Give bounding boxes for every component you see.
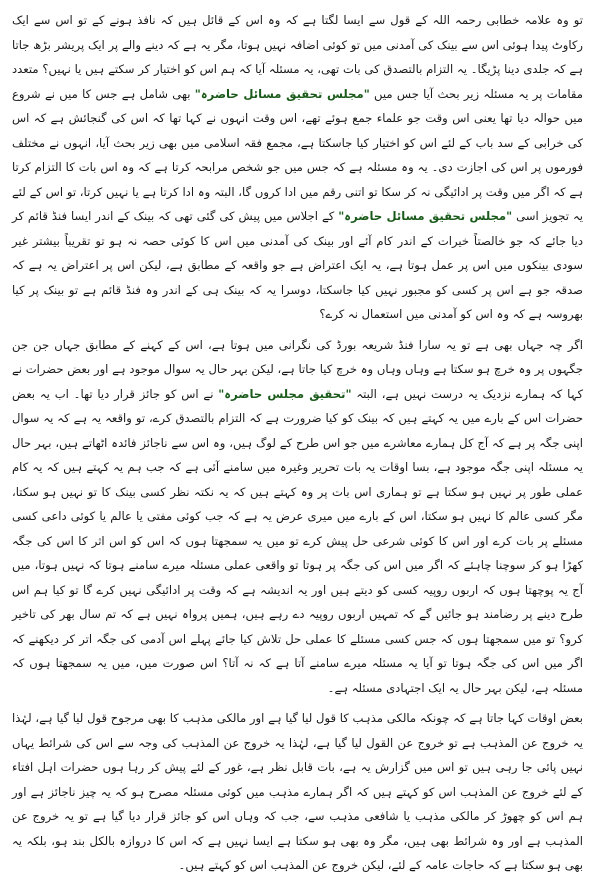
highlighted-reference: "مجلس تحقیق مسائل حاضرہ" <box>338 209 513 223</box>
paragraph <box>12 706 583 878</box>
paragraph-text: کے اجلاس میں پیش کی گئی تھی کہ بینک کے اندر ایسا فنڈ قائم کر دیا جائے کہ جو خالصتاً خیرات کے اندر کام آئے اور بینک کی آمدنی میں اس کا کوئی حصہ نہ ہو تو تقریباً بیشتر غیر سودی بینکوں میں اس پر عمل ہوتا ہے، یہ ایک اعتراض ہے جو واقعہ کے مطابق ہے، لیکن اس پر اعتراض یہ ہے کہ صدقہ جو ہے اس پر کسی کو مجبور نہیں کیا جاسکتا، دوسرا یہ کہ بینک ہی کے اندر وہ فنڈ قائم ہے تو بینک پر کیا بھروسہ ہے کہ وہ اس کو آمدنی میں استعمال نہ کرے؟ <box>12 209 583 321</box>
paragraph <box>12 8 583 327</box>
paragraph-text: نے اس کو جائز قرار دیا تھا۔ اب یہ بعض حضرات اس کے بارے میں یہ کہتے ہیں کہ بینک کو کیا ضرورت ہے کہ التزام بالتصدق کرے، تو واقعہ یہ ہے کہ یہ سوال اپنی جگہ پر ہے کہ آج کل ہمارے معاشرے میں جو اس طرح کے لوگ ہیں، وہ اس سے ناجائز فائدہ اٹھاتے ہیں، بہر حال یہ مسئلہ اپنی جگہ موجود ہے، بسا اوقات یہ بات تحریر وغیرہ میں سامنے آئی ہے کہ جب ہم یہ کہتے ہیں کہ یہ کام عملی طور پر نہیں ہو سکتا ہے تو ہماری اس بات پر وہ کہتے ہیں کہ یہ نکتہ نظر کسی بینک کا تو نہیں ہو سکتا، مگر کسی عالم کا نہیں ہو سکتا، اس کے بارے میں میری عرض یہ ہے کہ جب کوئی مفتی یا عالم یا کوئی داعی کسی مسئلے پر بات کرے اور اس کا کوئی شرعی حل پیش کرے تو میں یہ سمجھتا ہوں کہ اس کو اس اثر کا اس کی جگہ کھڑا ہو کر سوچنا چاہئے کہ اگر میں اس کی جگہ پر ہوتا تو واقعی عملی مسئلہ میرے سامنے ہوتا کہ نہیں ہوتا، میں آج یہ پوچھتا ہوں کہ اربوں روپیہ کسی کو دیتے ہیں اور یہ اندیشہ ہے کہ وقت پر ادائیگی نہیں کرے گا تو کیا ہم اس طرح دینے پر رضامند ہو جائیں گے کہ تمہیں اربوں روپیہ دے رہے ہیں، ہمیں پرواہ نہیں ہے کہ تم سال بھر کی تاخیر کرو؟ تو میں سمجھتا ہوں کہ جس کسی مسئلے کا عملی حل تلاش کیا جائے پہلے اس آدمی کی جگہ اتر کر دیکھنے کہ اگر میں اس کی جگہ ہوتا تو آیا یہ مسئلہ میرے سامنے آتا ہے کہ نہ آتا؟ اس صورت میں، میں یہ سمجھتا ہوں کہ مسئلہ ہے، لیکن بہر حال یہ ایک اجتہادی مسئلہ ہے۔ <box>12 386 583 695</box>
highlighted-reference: "مجلس تحقیق مسائل حاضرہ" <box>194 86 370 101</box>
paragraph <box>12 333 583 701</box>
paragraph-text: بھی شامل ہے جس کا میں نے شروع میں حوالہ دیا تھا یعنی اس وقت جو علماء جمع ہوئے تھے، اس وقت انہوں نے کہا تھا کہ اس کی گنجائش ہے کہ اس کی خرابی کے سد باب کے لئے اس کو اختیار کیا جاسکتا ہے، مجمع فقہ اسلامی میں بھی زیر بحث آیا، انہوں نے مختلف فورموں پر اس کی اجازت دی۔ یہ وہ مسئلہ ہے کہ جس میں جو شخص مرابحہ کرتا ہے کہ وہ اس بات کا التزام کرتا ہے کہ اگر میں وقت پر ادائیگی نہ کر سکا تو اتنی رقم میں ادا کروں گا، البتہ وہ ادا کرتا ہے یا نہیں کرتا، تو اس کے لئے یہ تجویز اسی <box>12 86 584 223</box>
paragraph-text: اگر چہ جہاں بھی ہے تو یہ سارا فنڈ شریعہ بورڈ کی نگرانی میں ہوتا ہے، اس کے کہنے کے مطابق جہاں جن جن جگہوں پر وہ خرچ ہو سکتا ہے وہاں وہاں وہ خرچ کیا جاتا ہے، لیکن بہر حال یہ سوال موجود ہے اور بعض حضرات نے کہا کہ ہمارے نزدیک یہ درست نہیں ہے، البتہ <box>12 337 583 401</box>
highlighted-reference: "تحقیق مجلس حاضرہ" <box>218 386 352 401</box>
paragraph-text: بعض اوقات کہا جاتا ہے کہ چونکہ مالکی مذہب کا قول لیا گیا ہے اور مالکی مذہب کا بھی مرجوح قول لیا گیا ہے، لہٰذا یہ خروج عن المذہب ہے تو خروج عن القول لیا گیا ہے، لہٰذا یہ خروج عن المذہب کی وجہ سے اس کی شرائط یہاں نہیں پائی جا رہی ہیں تو اس میں گزارش یہ ہے، بات قابل نظر ہے، غور کے لئے پیش کر رہا ہوں حضرات اہل افتاء کے لئے خروج عن المذہب اس کو کہتے ہیں کہ اگر ہمارے مذہب میں کوئی مسئلہ مصرح ہو کہ یہ چیز ناجائز ہے اور ہم اس کو چھوڑ کر مالکی مذہب یا شافعی مذہب سے، جب کہ وہاں اس کو جائز قرار دیا گیا ہے تو یہ خروج عن المذہب ہے اور وہ شرائط بھی ہیں، مگر وہ بھی ہو سکتا ہے ایسا نہیں ہے کہ اس کا دروازہ بالکل بند ہو، بلکہ یہ بھی ہو سکتا ہے کہ حاجات عامہ کے لئے، لیکن خروج عن المذہب اس کو کہتے ہیں۔ <box>12 711 583 872</box>
paragraph-text: تو وہ علامہ خطابی رحمہ اللہ کے قول سے ایسا لگتا ہے کہ وہ اس کے قائل ہیں کہ نافذ ہونے کے تو اس سے ایک رکاوٹ پیدا ہوئی اس سے بینک کی آمدنی میں تو کوئی اضافہ نہیں ہوتا، مگر یہ ہے کہ دینے والے پر ایک پریشر بڑھ جاتا ہے کہ جلدی دینا پڑیگا۔ یہ التزام بالتصدق کی بات تھی، یہ مسئلہ آیا کہ ہم اس کو اختیار کر سکتے ہیں یا نہیں؟ متعدد مقامات پر یہ مسئلہ زیر بحث آیا جس میں <box>12 13 583 101</box>
